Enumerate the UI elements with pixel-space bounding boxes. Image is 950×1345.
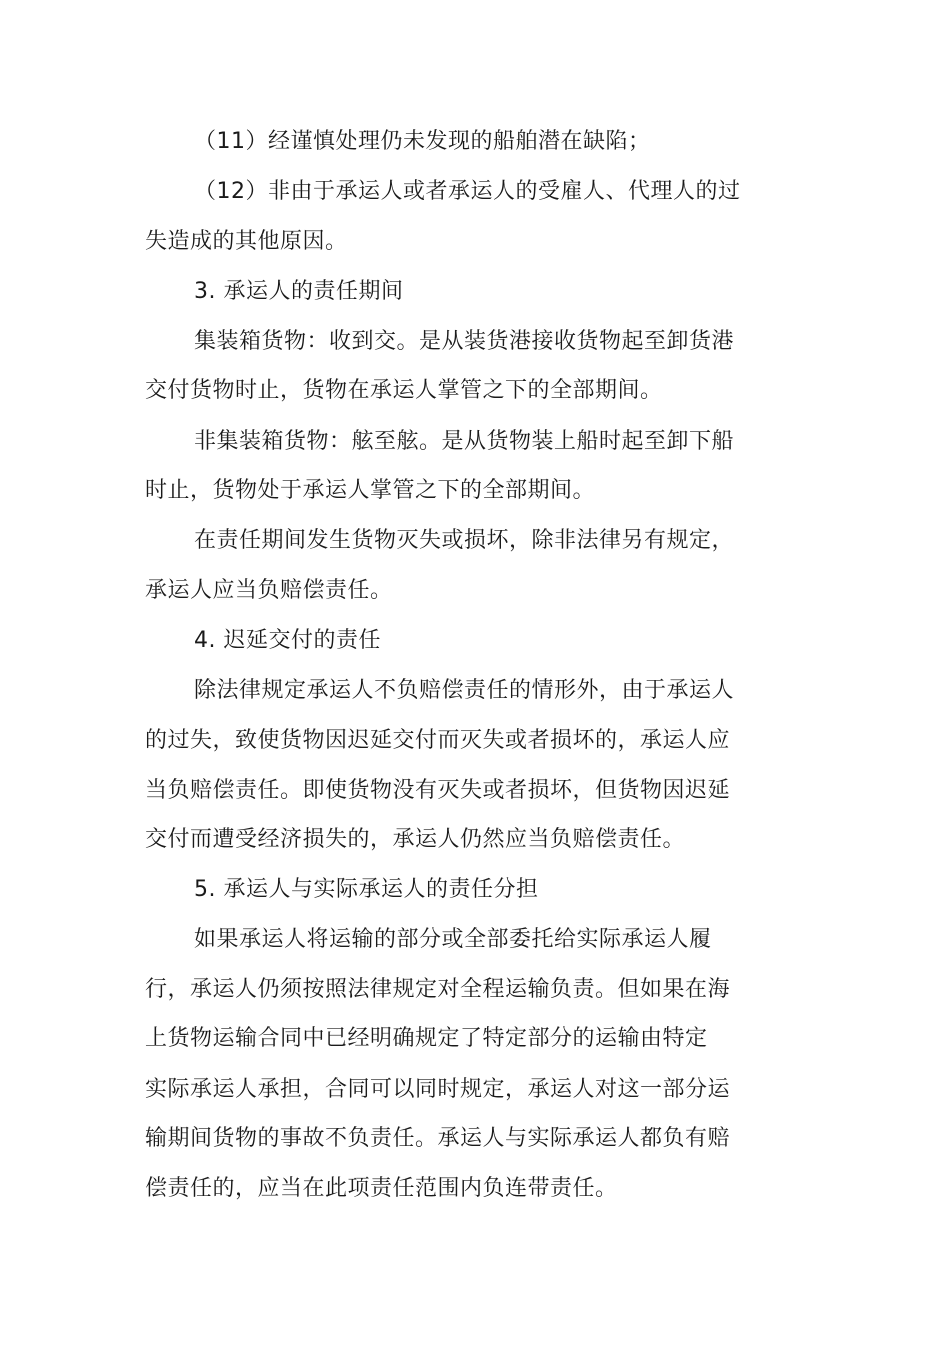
paragraph-line: 输期间货物的事故不负责任。承运人与实际承运人都负有赔: [145, 1126, 731, 1151]
paragraph-line: 时止，货物处于承运人掌管之下的全部期间。: [145, 478, 596, 503]
paragraph-line: 除法律规定承运人不负赔偿责任的情形外，由于承运人: [194, 678, 735, 703]
paragraph-line: 集装箱货物：收到交。是从装货港接收货物起至卸货港: [194, 329, 735, 354]
paragraph-line: 非集装箱货物：舷至舷。是从货物装上船时起至卸下船: [194, 429, 735, 454]
section-heading-3: 3. 承运人的责任期间: [194, 279, 404, 304]
paragraph-line: 如果承运人将运输的部分或全部委托给实际承运人履: [194, 927, 712, 952]
paragraph-line: 交付而遭受经济损失的，承运人仍然应当负赔偿责任。: [145, 827, 686, 852]
paragraph-line: 在责任期间发生货物灭失或损坏，除非法律另有规定，: [194, 528, 735, 553]
paragraph-line: 的过失，致使货物因迟延交付而灭失或者损坏的，承运人应: [145, 728, 731, 753]
paragraph-line: 承运人应当负赔偿责任。: [145, 578, 393, 603]
list-item-11: （11）经谨慎处理仍未发现的船舶潜在缺陷；: [194, 129, 651, 154]
paragraph-line: 实际承运人承担，合同可以同时规定，承运人对这一部分运: [145, 1077, 731, 1102]
list-item-12: （12）非由于承运人或者承运人的受雇人、代理人的过: [194, 179, 741, 204]
paragraph-line: 当负赔偿责任。即使货物没有灭失或者损坏，但货物因迟延: [145, 778, 731, 803]
paragraph-line: 行，承运人仍须按照法律规定对全程运输负责。但如果在海: [145, 977, 731, 1002]
list-item-12-continued: 失造成的其他原因。: [145, 229, 348, 254]
paragraph-line: 交付货物时止，货物在承运人掌管之下的全部期间。: [145, 378, 663, 403]
paragraph-line: 上货物运输合同中已经明确规定了特定部分的运输由特定: [145, 1026, 708, 1051]
paragraph-line: 偿责任的，应当在此项责任范围内负连带责任。: [145, 1176, 618, 1201]
section-heading-4: 4. 迟延交付的责任: [194, 628, 381, 653]
section-heading-5: 5. 承运人与实际承运人的责任分担: [194, 877, 539, 902]
